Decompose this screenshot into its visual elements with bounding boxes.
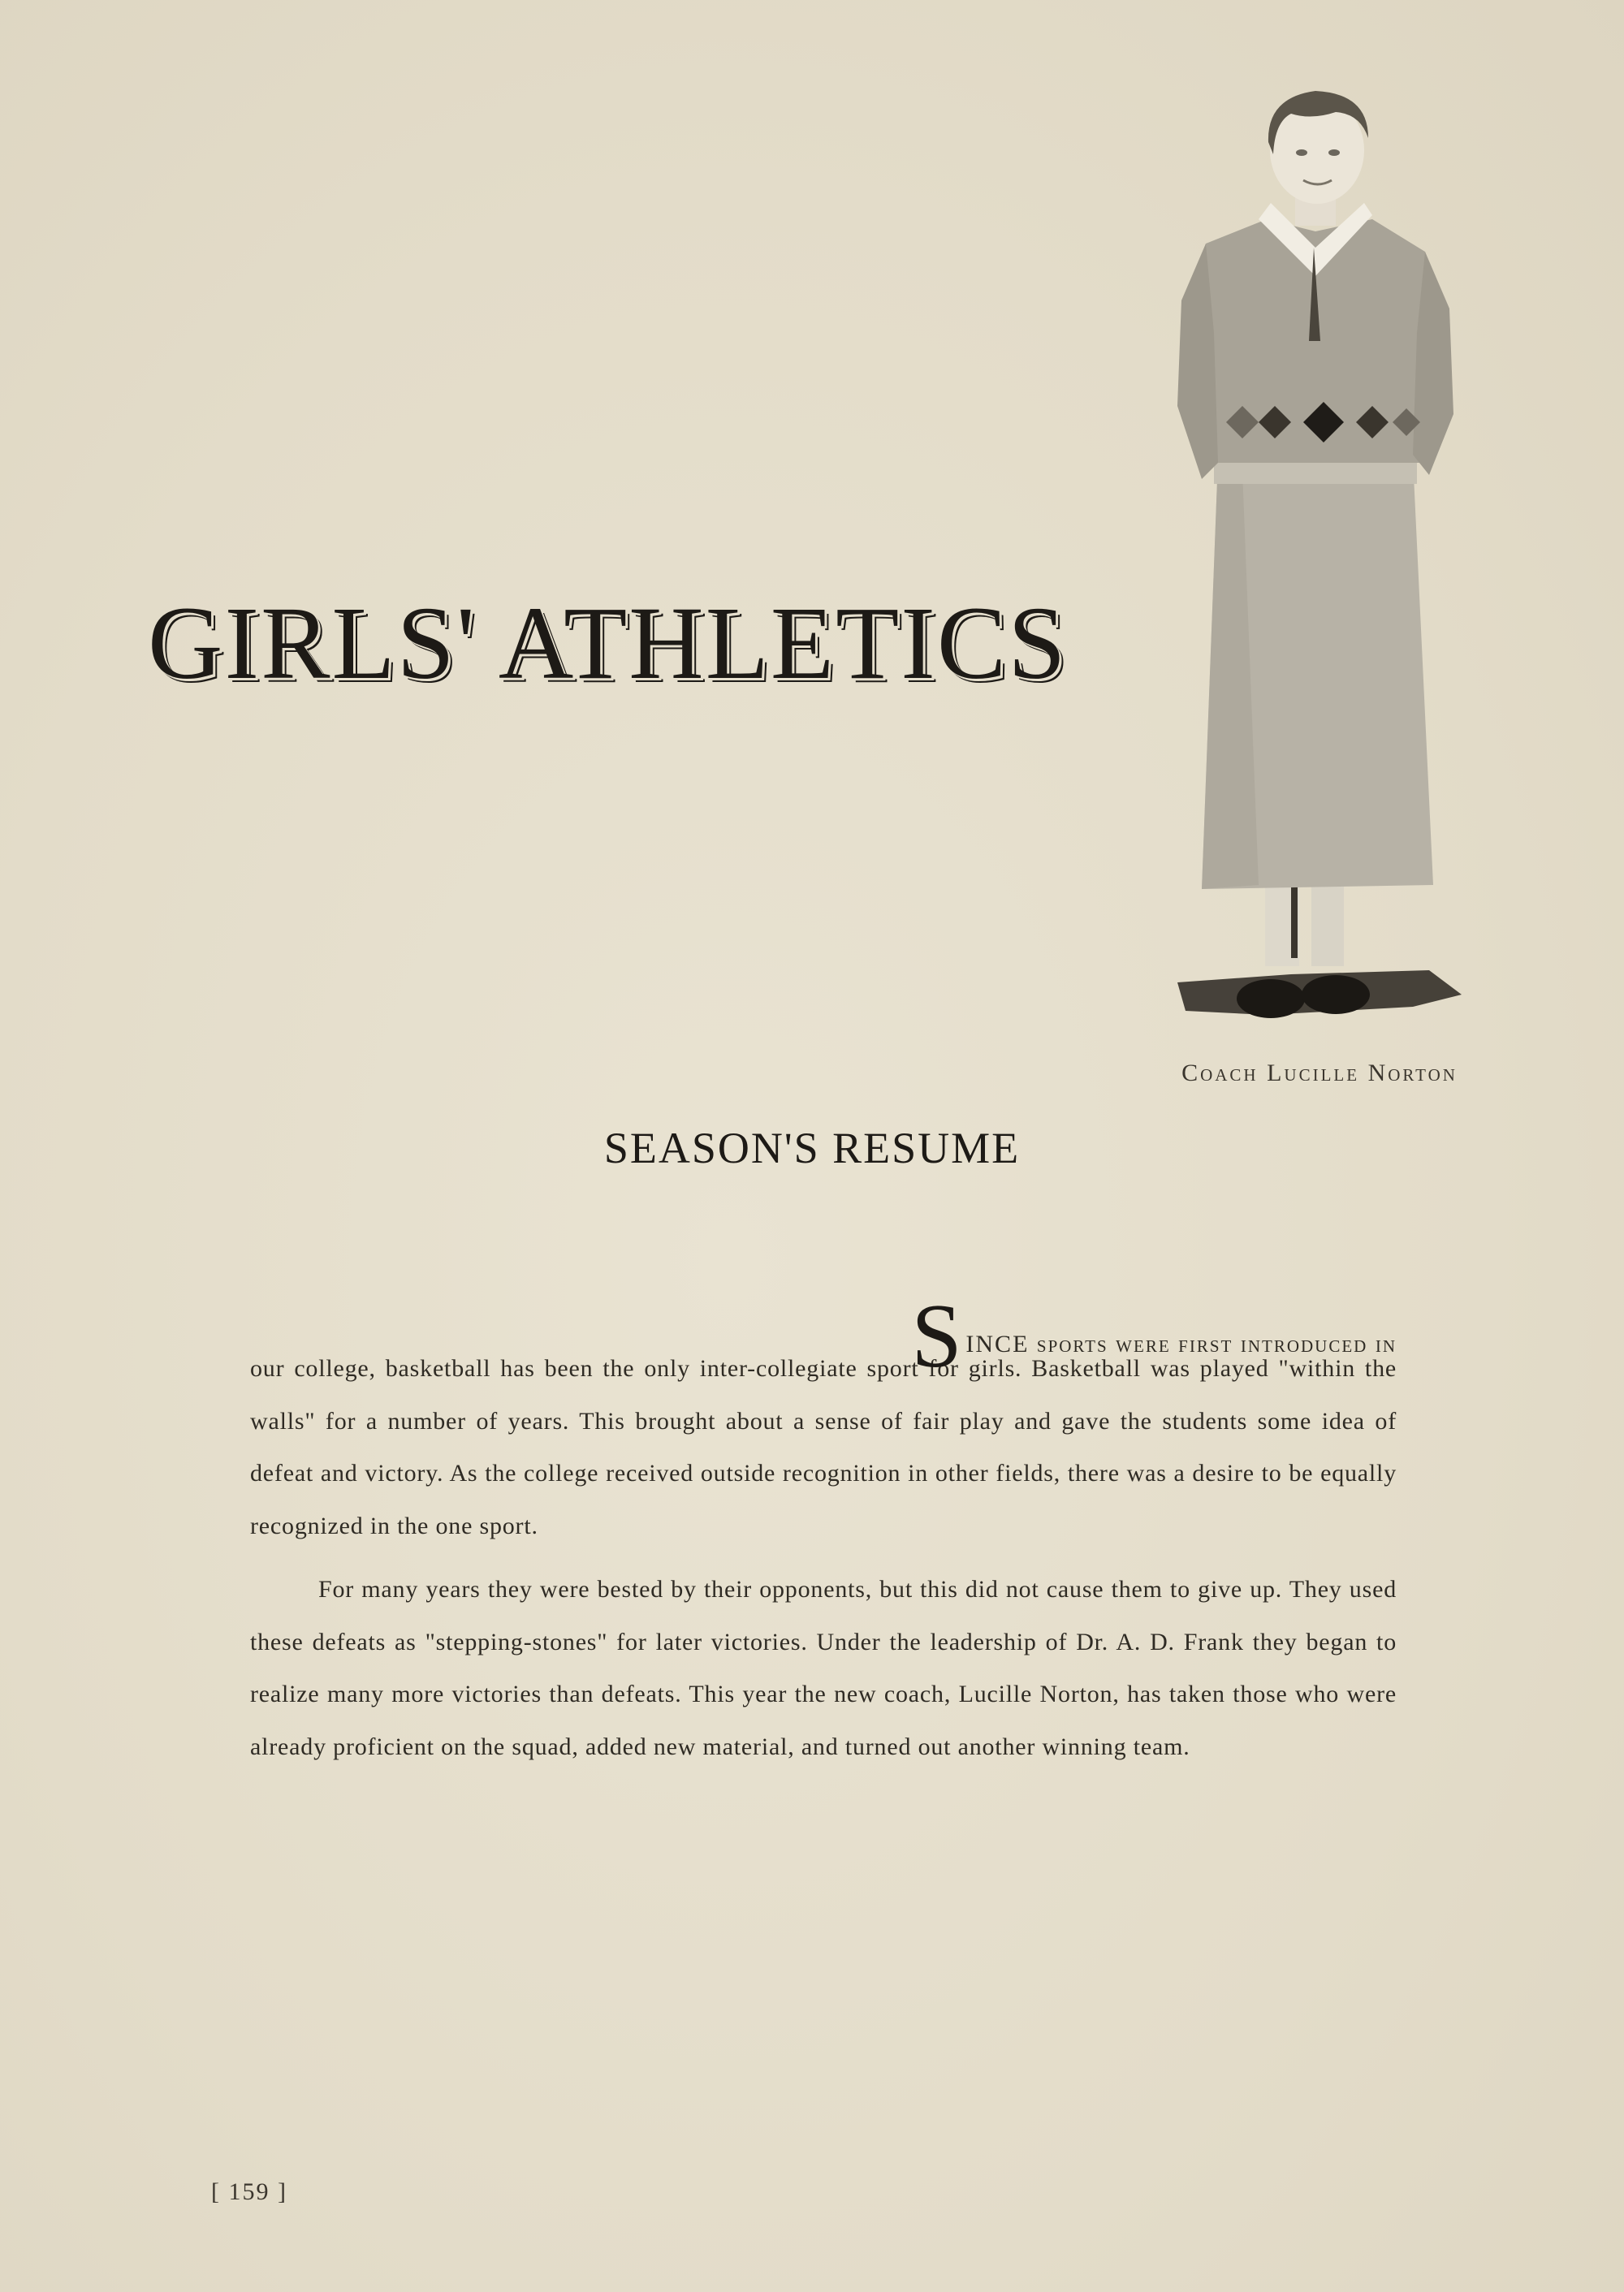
article-body	[250, 1286, 1397, 1773]
opening-line	[250, 1286, 1397, 1387]
paragraph-1	[250, 1286, 1397, 1552]
drop-cap: S	[911, 1286, 963, 1387]
paragraph-1-text: our college, basketball has been the only inter-collegiate sport for girls. Basketball was played "within the walls" for a number of years. This brought about a sense of fair play and gave the students some idea of defeat and victory. As the college received outside recognition in other fields, there was a desire to be equally recognized in the one sport.	[250, 1355, 1397, 1539]
section-title: GIRLS' ATHLETICS	[148, 585, 1068, 701]
photo-caption: Coach Lucille Norton	[1181, 1060, 1458, 1086]
coach-photo	[1169, 89, 1470, 1055]
article-heading: SEASON'S RESUME	[603, 1124, 1021, 1172]
paragraph-2: For many years they were bested by their opponents, but this did not cause them to give up. They used these defeats as "stepping-stones" for later victories. Under the leadership of Dr. A. D. Frank they began to realize many more victories than defeats. This year the new coach, Lucille Norton, has taken those who were already proficient on the squad, added new material, and turned out another winning team.	[250, 1576, 1397, 1760]
page-number: [ 159 ]	[211, 2178, 287, 2205]
opening-words: INCE sports were first introduced in	[965, 1331, 1397, 1358]
